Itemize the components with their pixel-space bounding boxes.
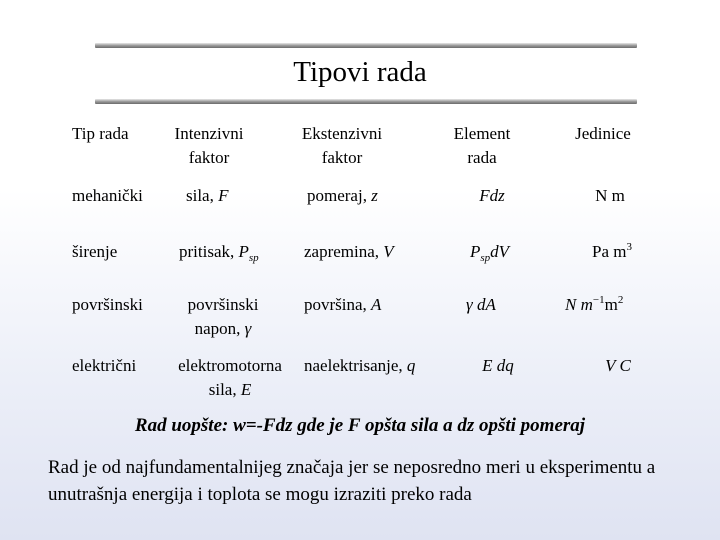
- header-intenzivni: Intenzivni faktor: [174, 124, 244, 167]
- row-elektricni-element: E dq: [482, 356, 514, 375]
- row-povrsinski-element: γ dA: [466, 295, 496, 314]
- row-povrsinski-jedinice: N $m^{-1}m^2$: [565, 294, 624, 314]
- explanation-paragraph: Rad je od najfundamentalnijeg značaja jer se neposredno meri u eksperimentu a unutrašnja energija i toplota se mogu izraziti preko rada: [48, 457, 656, 505]
- row-mehanicki-jedinice: N m: [595, 186, 625, 205]
- row-elektricni-ekstenzivni: naelektrisanje, q: [304, 356, 416, 375]
- row-mehanicki-ekstenzivni: pomeraj, z: [307, 186, 378, 205]
- row-elektricni-jedinice: V C: [605, 356, 631, 375]
- row-sirenje-tip: širenje: [72, 242, 118, 261]
- header-jedinice: Jedinice: [575, 124, 631, 143]
- row-povrsinski-intenzivni: površinski napon, γ: [187, 295, 259, 338]
- row-sirenje-ekstenzivni: zapremina, V: [304, 242, 394, 261]
- row-elektricni-intenzivni: elektromotorna sila, E: [178, 356, 282, 399]
- row-mehanicki-intenzivni: sila, F: [186, 186, 229, 205]
- row-mehanicki-tip: mehanički: [72, 186, 143, 205]
- header-element: Element rada: [453, 124, 511, 167]
- header-tip-rada: Tip rada: [72, 124, 129, 143]
- row-sirenje-intenzivni: pritisak, $P_{sp}$: [179, 242, 259, 264]
- row-elektricni-tip: električni: [72, 356, 137, 375]
- general-work-formula: Rad uopšte: w=-Fdz gde je F opšta sila a dz opšti pomeraj: [134, 415, 586, 436]
- row-mehanicki-element: Fdz: [479, 186, 505, 205]
- page-title: Tipovi rada: [293, 56, 427, 88]
- row-povrsinski-tip: površinski: [72, 295, 143, 314]
- header-ekstenzivni: Ekstenzivni faktor: [301, 124, 383, 167]
- row-sirenje-jedinice: Pa $m^3$: [592, 241, 632, 261]
- row-sirenje-element: $P_{sp}dV$: [470, 242, 510, 264]
- row-povrsinski-ekstenzivni: površina, A: [304, 295, 382, 314]
